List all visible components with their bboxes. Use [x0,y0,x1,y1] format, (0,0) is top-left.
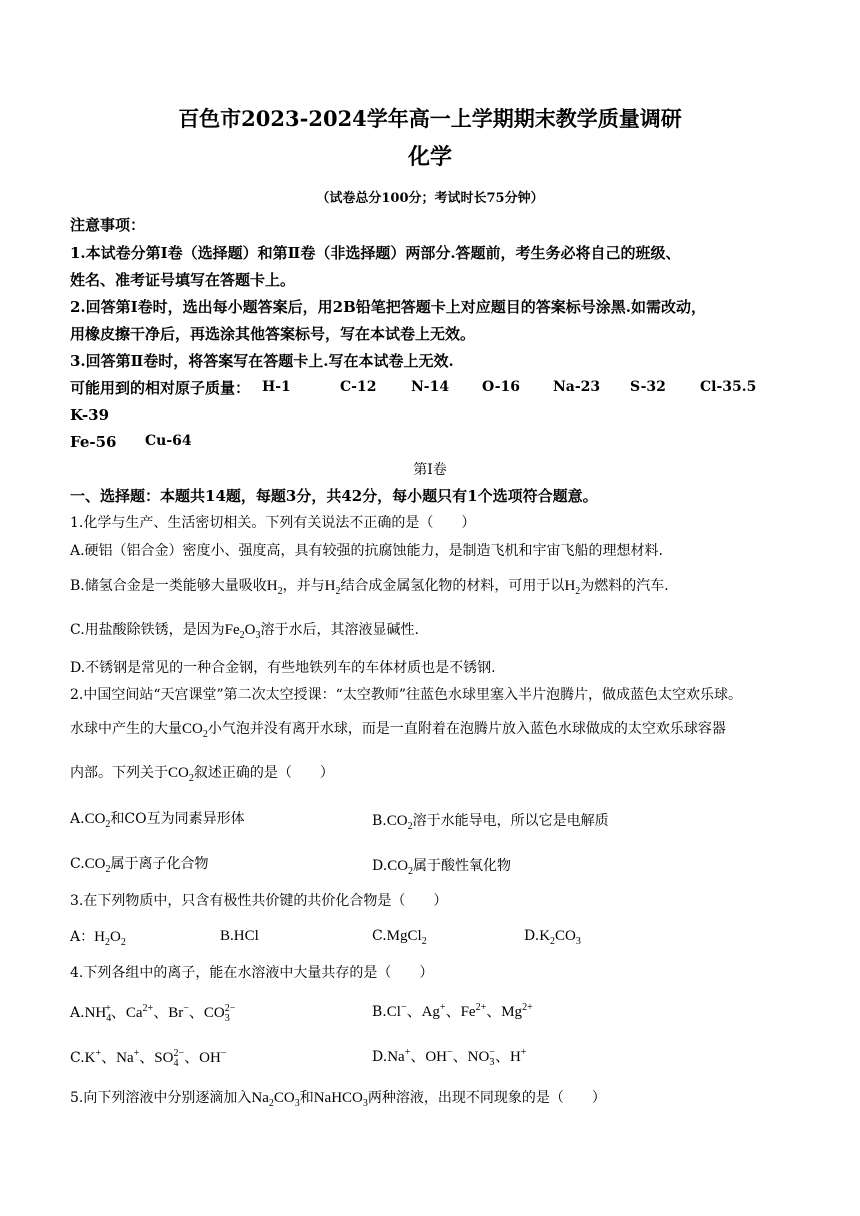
notes-heading: 注意事项： [70,216,146,234]
note-2a: 2.回答第Ⅰ卷时，选出每小题答案后，用2B铅笔把答题卡上对应题目的答案标号涂黑.如需改动， [70,298,707,316]
q3-option-c: C.MgCl$_2$ [372,928,427,947]
note-1a: 1.本试卷分第Ⅰ卷（选择题）和第Ⅱ卷（非选择题）两部分.答题前，考生务必将自己的班级、 [70,244,681,262]
q2-option-a: $A.CO_2$和CO互为同素异形体 [70,811,245,830]
q1-option-b: B.储氢合金是一类能够大量吸收$H_2$，并与$H_2$结合成金属氢化物的材料，可用于以$H_2$为燃料的汽车. [70,578,669,597]
q2-option-b: $B.CO_2$溶于水能导电，所以它是电解质 [372,813,609,832]
mass-c: C-12 [340,379,377,395]
mass-k: K-39 [70,406,110,424]
q4-stem: 4.下列各组中的离子，能在水溶液中大量共存的是（ ） [70,965,434,981]
q1-stem: 1.化学与生产、生活密切相关。下列有关说法不正确的是（ ） [70,515,476,531]
q4-option-d: D.Na+、OH−、$NO_3^-$、H+ [372,1047,527,1068]
q3-option-b: B.HCl [220,928,259,944]
q2-stem-2: 水球中产生的大量$CO_2$小气泡并没有离开水球，而是一直附着在泡腾片放入蓝色水球做成的太空欢乐球容器 [70,721,726,740]
q4-option-b: B.Cl−、Ag+、$Fe^{2+}$、$Mg^{2+}$ [372,1002,533,1020]
mass-na: Na-23 [553,379,601,395]
note-1b: 姓名、准考证号填写在答题卡上。 [70,271,296,289]
mass-o: O-16 [482,379,521,395]
mass-fe: Fe-56 [70,433,117,451]
atomic-masses-line [70,379,250,397]
q3-stem: 3.在下列物质中，只含有极性共价键的共价化合物是（ ） [70,893,448,909]
mass-cu: Cu-64 [145,433,192,449]
q3-option-d: $D.K_2CO_3$ [524,928,581,947]
exam-info: （试卷总分100分；考试时长75分钟） [316,191,544,206]
mass-h: H-1 [262,379,291,395]
q2-stem-3: 内部。下列关于$CO_2$叙述正确的是（ ） [70,765,334,784]
q4-option-c: C.K+、Na+、$SO_4^{2-}$、OH− [70,1048,227,1069]
mass-cl: Cl-35.5 [700,379,757,395]
mass-n: N-14 [411,379,450,395]
mass-s: S-32 [630,379,666,395]
q3-option-a: A：$H_2O_2$ [70,929,126,948]
q2-stem-1: 2.中国空间站“天宫课堂”第二次太空授课：“太空教师”往蓝色水球里塞入半片泡腾片，做成蓝色太空欢乐球。 [70,687,742,703]
subject-title: 化学 [407,144,452,170]
q4-option-a: $A.NH_4^+$、$Ca^{2+}$、Br−、$CO_3^{2-}$ [70,1003,236,1024]
volume-title: 第Ⅰ卷 [413,462,447,478]
exam-title: 百色市2023-2024学年高一上学期期末教学质量调研 [178,106,682,131]
q2-option-c: $C.CO_2$属于离子化合物 [70,856,209,875]
part1-heading: 一、选择题：本题共14题，每题3分，共42分，每小题只有1个选项符合题意。 [70,487,598,505]
note-3: 3.回答第Ⅱ卷时，将答案写在答题卡上.写在本试卷上无效. [70,352,454,370]
q1-option-c: C.用盐酸除铁锈，是因为$Fe_2O_3$溶于水后，其溶液显碱性. [70,622,419,641]
q1-option-d: D.不锈钢是常见的一种合金钢，有些地铁列车的车体材质也是不锈钢. [70,660,496,676]
masses-label: 可能用到的相对原子质量： [70,379,251,397]
q1-option-a: A.硬铝（铝合金）密度小、强度高，具有较强的抗腐蚀能力，是制造飞机和宇宙飞船的理想材料. [70,543,664,559]
note-2b: 用橡皮擦干净后，再选涂其他答案标号，写在本试卷上无效。 [70,325,476,343]
q5-stem: 5.向下列溶液中分别逐滴加入$Na_2CO_3$和NaHCO$_3$两种溶液，出现不同现象的是（ ） [70,1090,606,1109]
q2-option-d: $D.CO_2$属于酸性氧化物 [372,858,512,877]
